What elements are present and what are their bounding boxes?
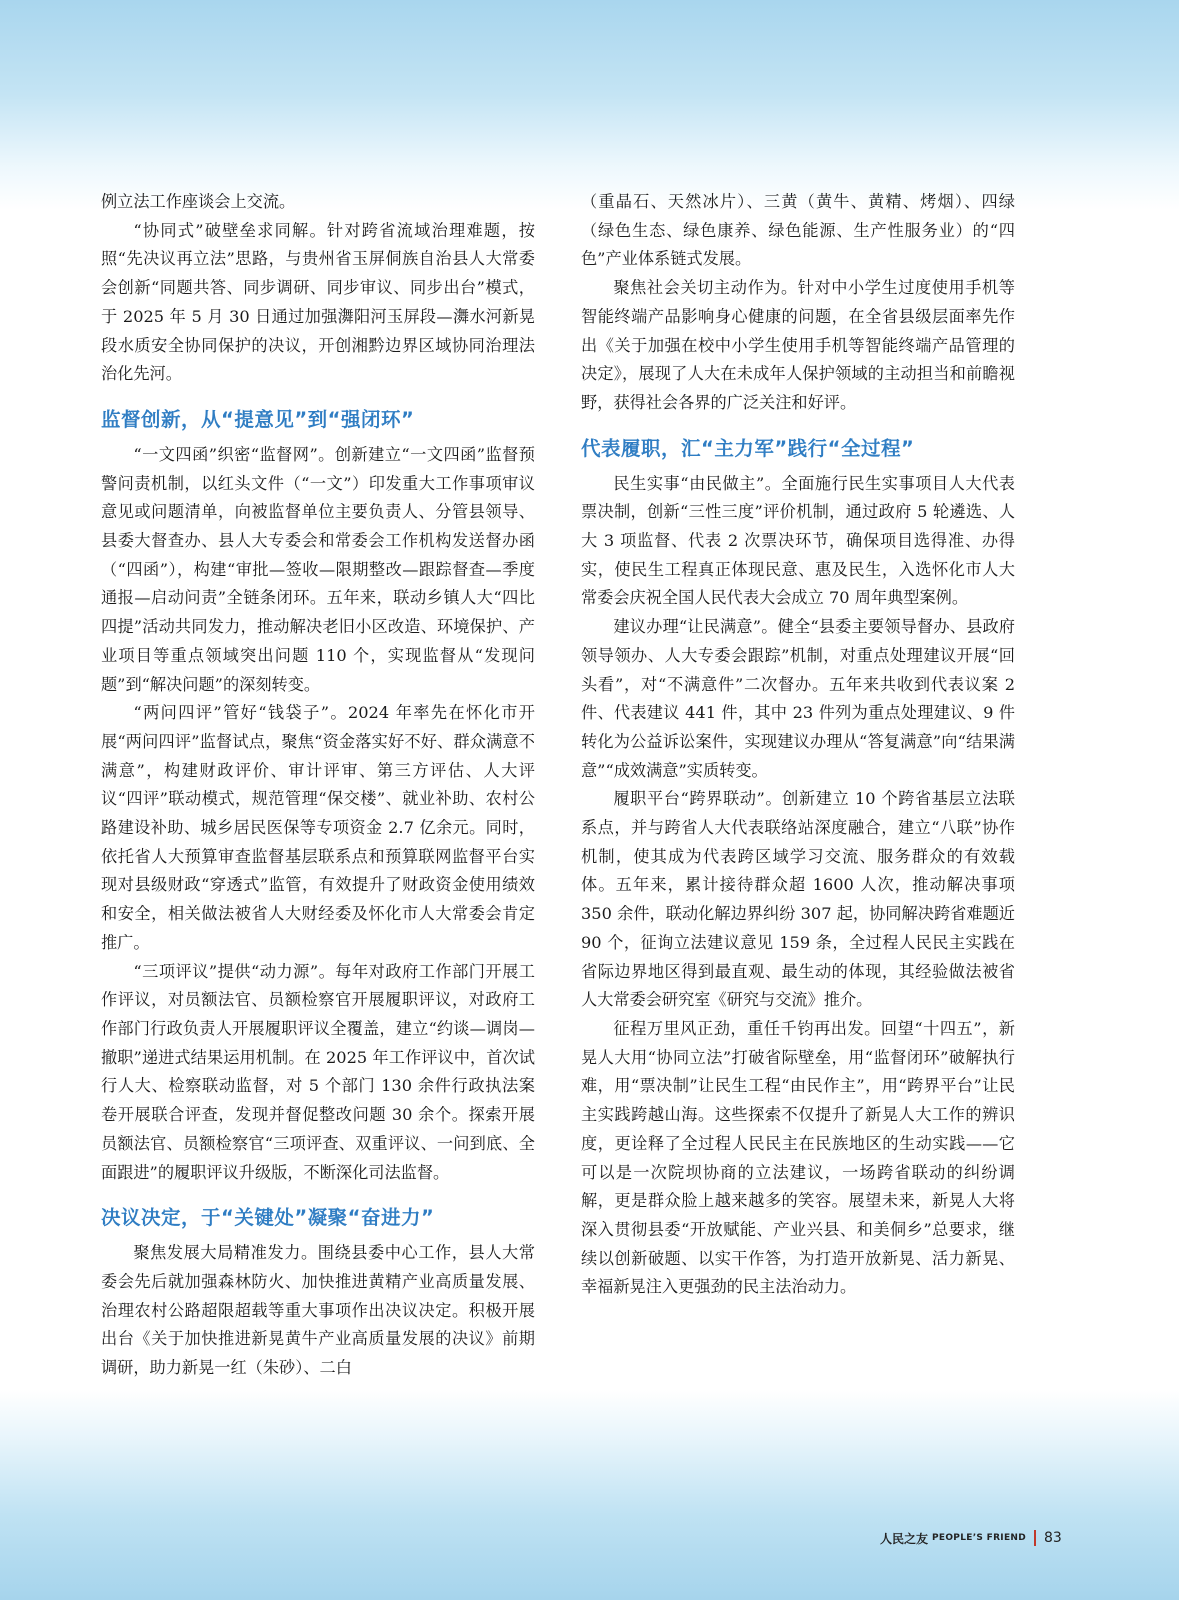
paragraph: “协同式”破壁垒求同解。针对跨省流域治理难题，按照“先决议再立法”思路，与贵州省玉屏侗族自治县人大常委会创新“同题共答、同步调研、同步审议、同步出台”模式，于 2025 年 5 月 30 日通过加强㵲阳河玉屏段—㵲水河新晃段水质安全协同保护的决议，开创湘黔边界区域协同治理法治化先河。	[101, 220, 535, 384]
footer-divider	[1034, 1530, 1036, 1546]
paragraph: “一文四函”织密“监督网”。创新建立“一文四函”监督预警问责机制，以红头文件（“一文”）印发重大工作事项审议意见或问题清单，向被监督单位主要负责人、分管县领导、县委大督查办、县人大专委会和常委会工作机构发送督办函（“四函”），构建“审批—签收—限期整改—跟踪督查—季度通报—启动问责”全链条闭环。五年来，联动乡镇人大“四比四提”活动共同发力，推动解决老旧小区改造、环境保护、产业项目等重点领域突出问题 110 个，实现监督从“发现问题”到“解决问题”的深刻转变。	[101, 444, 535, 694]
magazine-name-en: PEOPLE’S FRIEND	[932, 1533, 1027, 1543]
paragraph: （重晶石、天然冰片）、三黄（黄牛、黄精、烤烟）、四绿（绿色生态、绿色康养、绿色能源、生产性服务业）的“四色”产业体系链式发展。	[581, 192, 1015, 269]
right-column	[581, 188, 1015, 1302]
section-heading: 代表履职，汇“主力军”践行“全过程”	[581, 436, 915, 460]
page-number: 83	[1044, 1530, 1062, 1546]
paragraph: 民生实事“由民做主”。全面施行民生实事项目人大代表票决制，创新“三性三度”评价机制，通过政府 5 轮遴选、人大 3 项监督、代表 2 次票决环节，确保项目选得准、办得实，使民生工程真正体现民意、惠及民生，入选怀化市人大常委会庆祝全国人民代表大会成立 70 周年典型案例。	[581, 473, 1015, 608]
paragraph: “三项评议”提供“动力源”。每年对政府工作部门开展工作评议，对员额法官、员额检察官开展履职评议，对政府工作部门行政负责人开展履职评议全覆盖，建立“约谈—调岗—撤职”递进式结果运用机制。在 2025 年工作评议中，首次试行人大、检察联动监督，对 5 个部门 130 余件行政执法案卷开展联合评查，发现并督促整改问题 30 余个。探索开展员额法官、员额检察官“三项评查、双重评议、一问到底、全面跟进”的履职评议升级版，不断深化司法监督。	[101, 961, 535, 1182]
bottom-gradient-band	[0, 1390, 1179, 1600]
paragraph: 聚焦社会关切主动作为。针对中小学生过度使用手机等智能终端产品影响身心健康的问题，在全省县级层面率先作出《关于加强在校中小学生使用手机等智能终端产品管理的决定》，展现了人大在未成年人保护领域的主动担当和前瞻视野，获得社会各界的广泛关注和好评。	[581, 278, 1015, 412]
section-heading: 监督创新，从“提意见”到“强闭环”	[101, 407, 415, 431]
top-gradient-band	[0, 0, 1179, 210]
section-heading: 决议决定，于“关键处”凝聚“奋进力”	[101, 1206, 435, 1230]
paragraph: 例立法工作座谈会上交流。	[101, 192, 296, 211]
left-column	[101, 188, 535, 1383]
paragraph: “两问四评”管好“钱袋子”。2024 年率先在怀化市开展“两问四评”监督试点，聚焦“资金落实好不好、群众满意不满意”，构建财政评价、审计评审、第三方评估、人大评议“四评”联动模式，规范管理“保交楼”、就业补助、农村公路建设补助、城乡居民医保等专项资金 2.7 亿余元。同时，依托省人大预算审查监督基层联系点和预算联网监督平台实现对县级财政“穿透式”监管，有效提升了财政资金使用绩效和安全，相关做法被省人大财经委及怀化市人大常委会肯定推广。	[101, 703, 535, 952]
paragraph: 聚焦发展大局精准发力。围绕县委中心工作，县人大常委会先后就加强森林防火、加快推进黄精产业高质量发展、治理农村公路超限超载等重大事项作出决议决定。积极开展出台《关于加快推进新晃黄牛产业高质量发展的决议》前期调研，助力新晃一红（朱砂）、二白	[101, 1243, 535, 1378]
page-footer	[880, 1527, 1062, 1549]
paragraph: 建议办理“让民满意”。健全“县委主要领导督办、县政府领导领办、人大专委会跟踪”机制，对重点处理建议开展“回头看”，对“不满意件”二次督办。五年来共收到代表议案 2 件、代表建议 441 件，其中 23 件列为重点处理建议、9 件转化为公益诉讼案件，实现建议办理从“答复满意”向“结果满意”“成效满意”实质转变。	[581, 617, 1015, 780]
paragraph: 履职平台“跨界联动”。创新建立 10 个跨省基层立法联系点，并与跨省人大代表联络站深度融合，建立“八联”协作机制，使其成为代表跨区域学习交流、服务群众的有效载体。五年来，累计接待群众超 1600 人次，推动解决事项 350 余件，联动化解边界纠纷 307 起，协同解决跨省难题近 90 个，征询立法建议意见 159 条，全过程人民民主实践在省际边界地区得到最直观、最生动的体现，其经验做法被省人大常委会研究室《研究与交流》推介。	[581, 789, 1015, 1010]
magazine-name: 人民之友	[880, 1531, 929, 1546]
paragraph: 征程万里风正劲，重任千钧再出发。回望“十四五”，新晃人大用“协同立法”打破省际壁垒，用“监督闭环”破解执行难，用“票决制”让民生工程“由民作主”，用“跨界平台”让民主实践跨越山海。这些探索不仅提升了新晃人大工作的辨识度，更诠释了全过程人民民主在民族地区的生动实践——它可以是一次院坝协商的立法建议，一场跨省联动的纠纷调解，更是群众脸上越来越多的笑容。展望未来，新晃人大将深入贯彻县委“开放赋能、产业兴县、和美侗乡”总要求，继续以创新破题、以实干作答，为打造开放新晃、活力新晃、幸福新晃注入更强劲的民主法治动力。	[581, 1018, 1015, 1297]
